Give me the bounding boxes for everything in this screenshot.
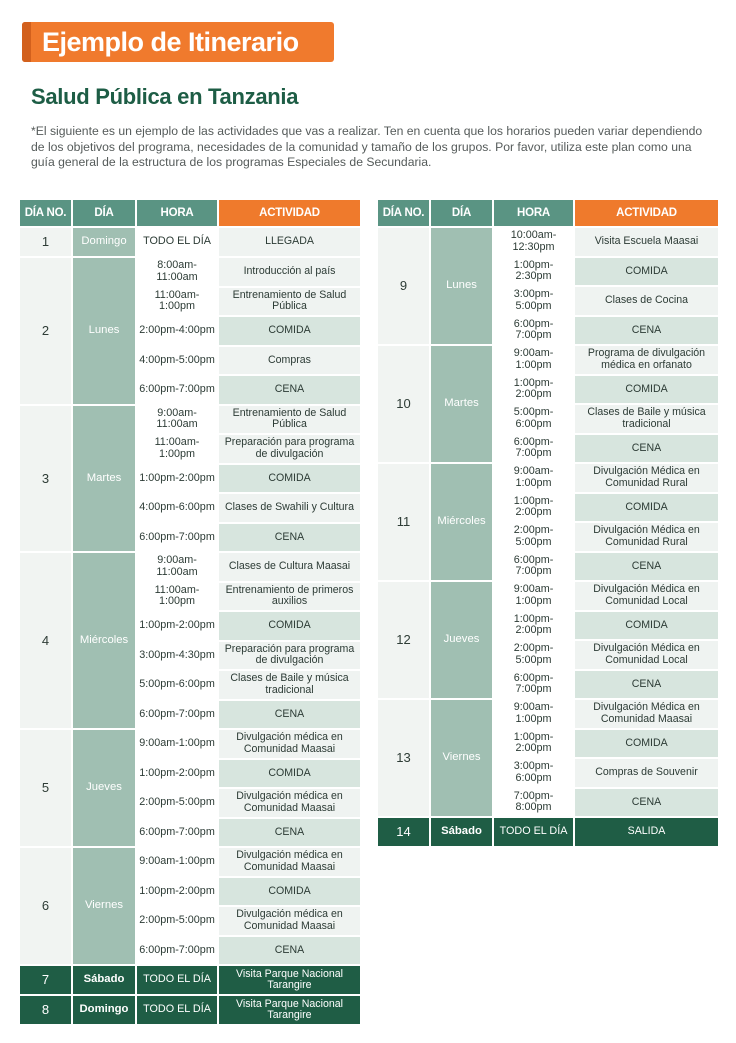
column-header-day: DÍA bbox=[431, 200, 492, 226]
day-name: Domingo bbox=[73, 228, 135, 256]
time-cell: 9:00am-1:00pm bbox=[494, 582, 573, 610]
activity-cell: Programa de divulgación médica en orfanato bbox=[575, 346, 718, 374]
time-cell: 4:00pm-6:00pm bbox=[137, 494, 217, 522]
day-number: 9 bbox=[378, 228, 429, 344]
day-name: Martes bbox=[431, 346, 492, 462]
activity-cell: CENA bbox=[219, 376, 360, 404]
day-name: Jueves bbox=[431, 582, 492, 698]
time-cell: 2:00pm-5:00pm bbox=[494, 641, 573, 669]
activity-cell: COMIDA bbox=[575, 730, 718, 758]
day-number: 13 bbox=[378, 700, 429, 816]
day-number: 8 bbox=[20, 996, 71, 1024]
activity-cell: CENA bbox=[219, 524, 360, 552]
itinerary-row bbox=[20, 583, 360, 611]
day-name: Miércoles bbox=[431, 464, 492, 580]
itinerary-row bbox=[20, 258, 360, 286]
itinerary-row bbox=[20, 465, 360, 493]
activity-cell: Clases de Swahili y Cultura bbox=[219, 494, 360, 522]
time-cell: TODO EL DÍA bbox=[137, 228, 217, 256]
day-name: Viernes bbox=[431, 700, 492, 816]
day-name: Sábado bbox=[73, 966, 135, 994]
activity-cell: Entrenamiento de primeros auxilios bbox=[219, 583, 360, 611]
time-cell: 2:00pm-4:00pm bbox=[137, 317, 217, 345]
activity-cell: Divulgación Médica en Comunidad Rural bbox=[575, 464, 718, 492]
activity-cell: Clases de Baile y música tradicional bbox=[575, 405, 718, 433]
itinerary-row bbox=[20, 701, 360, 729]
day-name: Domingo bbox=[73, 996, 135, 1024]
activity-cell: CENA bbox=[219, 937, 360, 965]
itinerary-row bbox=[378, 612, 718, 640]
itinerary-row bbox=[378, 671, 718, 699]
day-name: Jueves bbox=[73, 730, 135, 846]
time-cell: 6:00pm-7:00pm bbox=[137, 524, 217, 552]
activity-cell: Preparación para programa de divulgación bbox=[219, 642, 360, 670]
activity-cell: Clases de Baile y música tradicional bbox=[219, 671, 360, 699]
activity-cell: Compras bbox=[219, 347, 360, 375]
itinerary-row bbox=[378, 700, 718, 728]
time-cell: 6:00pm-7:00pm bbox=[137, 701, 217, 729]
itinerary-row bbox=[20, 966, 360, 994]
activity-cell: COMIDA bbox=[219, 465, 360, 493]
time-cell: 4:00pm-5:00pm bbox=[137, 347, 217, 375]
activity-cell: Divulgación Médica en Comunidad Local bbox=[575, 641, 718, 669]
time-cell: 2:00pm-5:00pm bbox=[494, 523, 573, 551]
activity-cell: Entrenamiento de Salud Pública bbox=[219, 288, 360, 316]
time-cell: TODO EL DÍA bbox=[494, 818, 573, 846]
itinerary-row bbox=[20, 288, 360, 316]
time-cell: 9:00am-1:00pm bbox=[137, 848, 217, 876]
time-cell: 9:00am-1:00pm bbox=[494, 464, 573, 492]
time-cell: 1:00pm-2:00pm bbox=[137, 878, 217, 906]
activity-cell: Divulgación Médica en Comunidad Rural bbox=[575, 523, 718, 551]
activity-cell: Introducción al país bbox=[219, 258, 360, 286]
itinerary-row bbox=[20, 996, 360, 1024]
itinerary-row bbox=[378, 494, 718, 522]
activity-cell: COMIDA bbox=[219, 612, 360, 640]
time-cell: 3:00pm-5:00pm bbox=[494, 287, 573, 315]
day-name: Miércoles bbox=[73, 553, 135, 728]
time-cell: 3:00pm-6:00pm bbox=[494, 759, 573, 787]
activity-cell: COMIDA bbox=[575, 258, 718, 286]
time-cell: 2:00pm-5:00pm bbox=[137, 907, 217, 935]
time-cell: 1:00pm-2:00pm bbox=[137, 760, 217, 788]
column-header-day-no: DÍA NO. bbox=[20, 200, 71, 226]
itinerary-row bbox=[378, 228, 718, 256]
itinerary-row bbox=[378, 464, 718, 492]
itinerary-row bbox=[378, 258, 718, 286]
activity-cell: Visita Escuela Maasai bbox=[575, 228, 718, 256]
day-number: 2 bbox=[20, 258, 71, 404]
time-cell: 11:00am-1:00pm bbox=[137, 288, 217, 316]
time-cell: 11:00am-1:00pm bbox=[137, 435, 217, 463]
activity-cell: Visita Parque Nacional Tarangire bbox=[219, 966, 360, 994]
itinerary-table-left bbox=[18, 198, 362, 1026]
activity-cell: Divulgación médica en Comunidad Maasai bbox=[219, 848, 360, 876]
time-cell: 6:00pm-7:00pm bbox=[494, 435, 573, 463]
activity-cell: CENA bbox=[575, 553, 718, 581]
activity-cell: COMIDA bbox=[575, 612, 718, 640]
day-number: 4 bbox=[20, 553, 71, 728]
time-cell: 6:00pm-7:00pm bbox=[494, 671, 573, 699]
itinerary-row bbox=[378, 818, 718, 846]
activity-cell: Divulgación Médica en Comunidad Local bbox=[575, 582, 718, 610]
itinerary-row bbox=[20, 642, 360, 670]
column-header-activity: ACTIVIDAD bbox=[219, 200, 360, 226]
time-cell: 1:00pm-2:00pm bbox=[137, 612, 217, 640]
day-number: 14 bbox=[378, 818, 429, 846]
time-cell: 10:00am-12:30pm bbox=[494, 228, 573, 256]
day-number: 12 bbox=[378, 582, 429, 698]
itinerary-row bbox=[20, 878, 360, 906]
activity-cell: CENA bbox=[575, 671, 718, 699]
itinerary-row bbox=[378, 405, 718, 433]
itinerary-row bbox=[20, 760, 360, 788]
activity-cell: Clases de Cultura Maasai bbox=[219, 553, 360, 581]
time-cell: TODO EL DÍA bbox=[137, 966, 217, 994]
time-cell: 9:00am-11:00am bbox=[137, 553, 217, 581]
day-name: Viernes bbox=[73, 848, 135, 964]
time-cell: 1:00pm-2:30pm bbox=[494, 258, 573, 286]
itinerary-row bbox=[20, 347, 360, 375]
itinerary-row bbox=[20, 789, 360, 817]
activity-cell: CENA bbox=[575, 435, 718, 463]
itinerary-row bbox=[378, 641, 718, 669]
time-cell: 1:00pm-2:00pm bbox=[494, 612, 573, 640]
activity-cell: Divulgación Médica en Comunidad Maasai bbox=[575, 700, 718, 728]
time-cell: 3:00pm-4:30pm bbox=[137, 642, 217, 670]
time-cell: 6:00pm-7:00pm bbox=[494, 317, 573, 345]
time-cell: 1:00pm-2:00pm bbox=[494, 376, 573, 404]
time-cell: 5:00pm-6:00pm bbox=[494, 405, 573, 433]
time-cell: 9:00am-1:00pm bbox=[494, 700, 573, 728]
activity-cell: CENA bbox=[575, 789, 718, 817]
time-cell: 9:00am-1:00pm bbox=[494, 346, 573, 374]
activity-cell: SALIDA bbox=[575, 818, 718, 846]
itinerary-row bbox=[378, 582, 718, 610]
itinerary-row bbox=[20, 907, 360, 935]
activity-cell: LLEGADA bbox=[219, 228, 360, 256]
column-header-day-no: DÍA NO. bbox=[378, 200, 429, 226]
page-subtitle: Salud Pública en Tanzania bbox=[31, 84, 299, 109]
itinerary-row bbox=[20, 435, 360, 463]
time-cell: 6:00pm-7:00pm bbox=[137, 376, 217, 404]
activity-cell: Clases de Cocina bbox=[575, 287, 718, 315]
day-number: 10 bbox=[378, 346, 429, 462]
itinerary-row bbox=[20, 553, 360, 581]
time-cell: 9:00am-11:00am bbox=[137, 406, 217, 434]
time-cell: TODO EL DÍA bbox=[137, 996, 217, 1024]
activity-cell: Preparación para programa de divulgación bbox=[219, 435, 360, 463]
itinerary-row bbox=[20, 819, 360, 847]
itinerary-row bbox=[20, 494, 360, 522]
time-cell: 9:00am-1:00pm bbox=[137, 730, 217, 758]
column-header-day: DÍA bbox=[73, 200, 135, 226]
activity-cell: CENA bbox=[219, 701, 360, 729]
time-cell: 8:00am-11:00am bbox=[137, 258, 217, 286]
activity-cell: COMIDA bbox=[219, 760, 360, 788]
column-header-time: HORA bbox=[137, 200, 217, 226]
column-header-activity: ACTIVIDAD bbox=[575, 200, 718, 226]
activity-cell: COMIDA bbox=[219, 317, 360, 345]
day-name: Lunes bbox=[73, 258, 135, 404]
itinerary-row bbox=[20, 228, 360, 256]
activity-cell: Entrenamiento de Salud Pública bbox=[219, 406, 360, 434]
time-cell: 5:00pm-6:00pm bbox=[137, 671, 217, 699]
activity-cell: Compras de Souvenir bbox=[575, 759, 718, 787]
time-cell: 6:00pm-7:00pm bbox=[137, 819, 217, 847]
day-number: 7 bbox=[20, 966, 71, 994]
day-number: 5 bbox=[20, 730, 71, 846]
itinerary-row bbox=[378, 523, 718, 551]
activity-cell: CENA bbox=[219, 819, 360, 847]
itinerary-row bbox=[20, 317, 360, 345]
itinerary-row bbox=[20, 937, 360, 965]
activity-cell: COMIDA bbox=[575, 376, 718, 404]
itinerary-row bbox=[20, 671, 360, 699]
day-number: 1 bbox=[20, 228, 71, 256]
day-number: 6 bbox=[20, 848, 71, 964]
itinerary-row bbox=[20, 848, 360, 876]
time-cell: 1:00pm-2:00pm bbox=[494, 730, 573, 758]
activity-cell: CENA bbox=[575, 317, 718, 345]
itinerary-row bbox=[378, 435, 718, 463]
activity-cell: COMIDA bbox=[575, 494, 718, 522]
time-cell: 11:00am-1:00pm bbox=[137, 583, 217, 611]
itinerary-row bbox=[20, 406, 360, 434]
activity-cell: Divulgación médica en Comunidad Maasai bbox=[219, 730, 360, 758]
itinerary-row bbox=[378, 346, 718, 374]
itinerary-row bbox=[378, 317, 718, 345]
activity-cell: Divulgación médica en Comunidad Maasai bbox=[219, 907, 360, 935]
time-cell: 7:00pm-8:00pm bbox=[494, 789, 573, 817]
itinerary-row bbox=[378, 287, 718, 315]
day-number: 3 bbox=[20, 406, 71, 552]
time-cell: 2:00pm-5:00pm bbox=[137, 789, 217, 817]
day-name: Sábado bbox=[431, 818, 492, 846]
day-number: 11 bbox=[378, 464, 429, 580]
itinerary-banner: Ejemplo de Itinerario bbox=[22, 22, 334, 62]
itinerary-row bbox=[378, 376, 718, 404]
itinerary-row bbox=[20, 524, 360, 552]
itinerary-row bbox=[378, 730, 718, 758]
itinerary-row bbox=[20, 730, 360, 758]
itinerary-row bbox=[378, 553, 718, 581]
time-cell: 1:00pm-2:00pm bbox=[137, 465, 217, 493]
intro-paragraph: *El siguiente es un ejemplo de las actividades que vas a realizar. Ten en cuenta que los horarios pueden variar dependiendo de los objetivos del programa, necesidades de la comunidad y tamaño de los grupos. Por favor, utiliza este plan como una guía general de la estructura de los programas Especiales de Secundaria. bbox=[31, 124, 703, 169]
itinerary-row bbox=[20, 376, 360, 404]
itinerary-row bbox=[378, 789, 718, 817]
day-name: Lunes bbox=[431, 228, 492, 344]
itinerary-row bbox=[378, 759, 718, 787]
time-cell: 1:00pm-2:00pm bbox=[494, 494, 573, 522]
time-cell: 6:00pm-7:00pm bbox=[137, 937, 217, 965]
itinerary-table-right bbox=[376, 198, 720, 848]
activity-cell: Visita Parque Nacional Tarangire bbox=[219, 996, 360, 1024]
time-cell: 6:00pm-7:00pm bbox=[494, 553, 573, 581]
day-name: Martes bbox=[73, 406, 135, 552]
activity-cell: Divulgación médica en Comunidad Maasai bbox=[219, 789, 360, 817]
itinerary-row bbox=[20, 612, 360, 640]
activity-cell: COMIDA bbox=[219, 878, 360, 906]
column-header-time: HORA bbox=[494, 200, 573, 226]
